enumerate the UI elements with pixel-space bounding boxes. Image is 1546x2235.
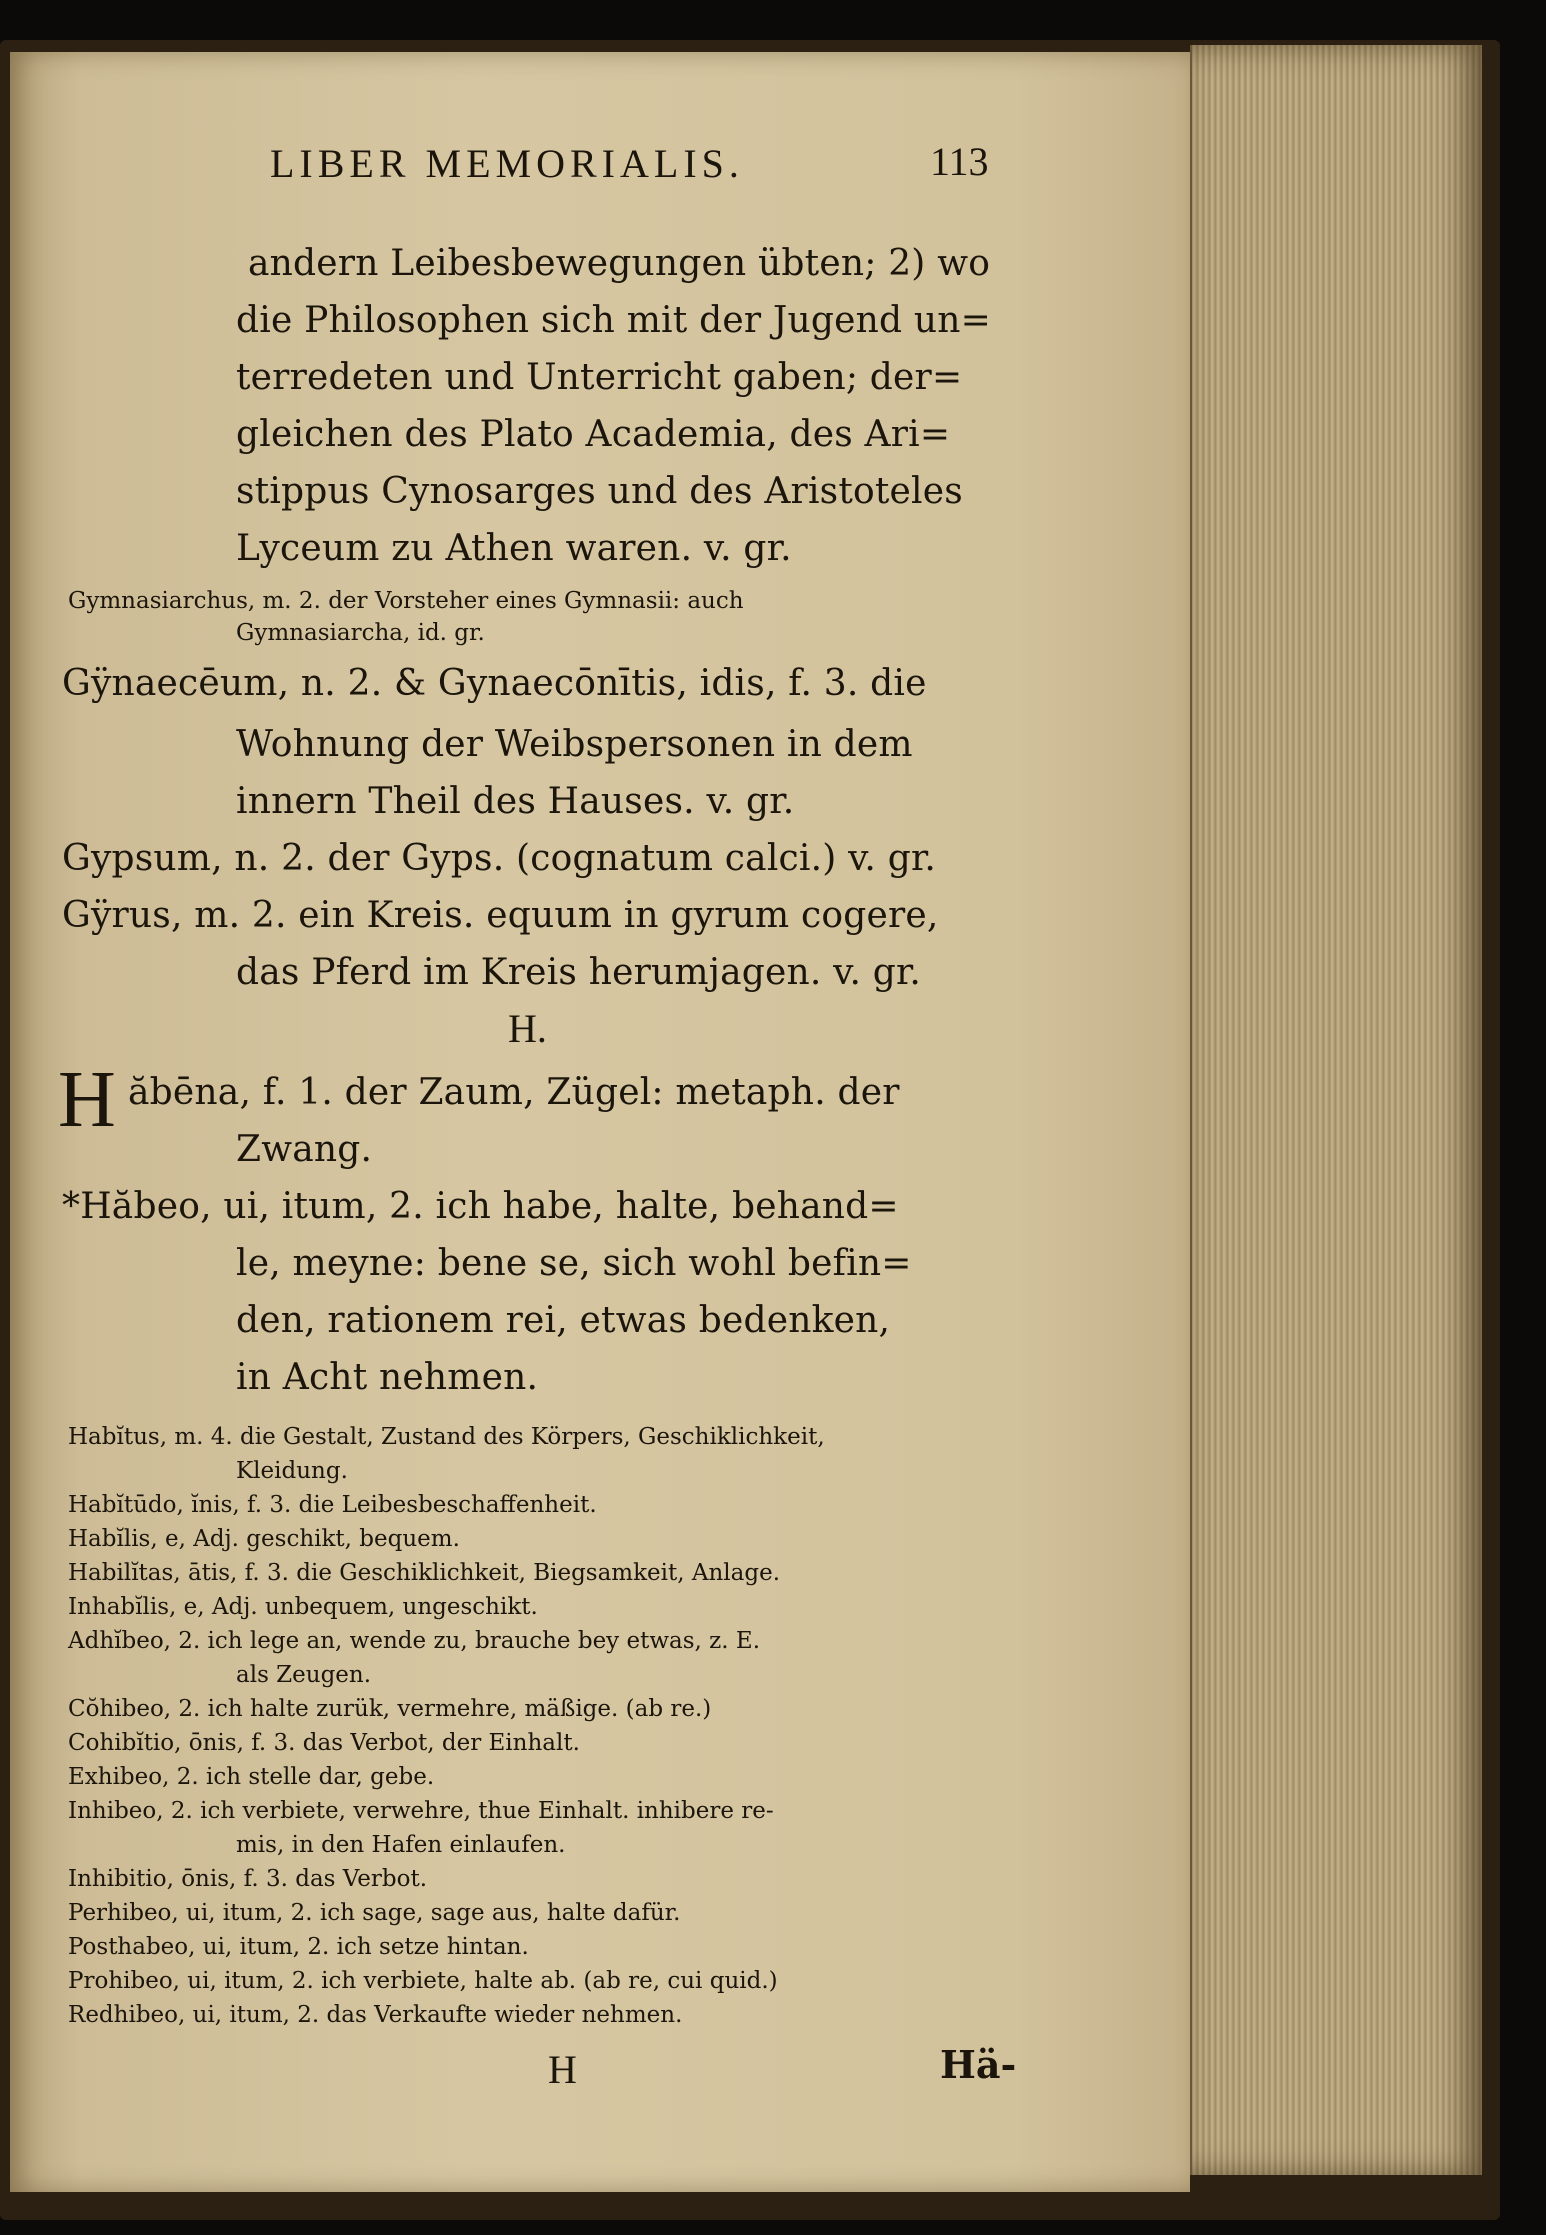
text-line: in Acht nehmen. bbox=[236, 1357, 539, 1398]
text-line: den, rationem rei, etwas bedenken, bbox=[236, 1300, 891, 1341]
text-line: die Philosophen sich mit der Jugend un= bbox=[236, 300, 992, 341]
entry-perhibeo: Perhibeo, ui, itum, 2. ich sage, sage aus, halte dafür. bbox=[68, 1900, 681, 1926]
entry-habeo: *Hăbeo, ui, itum, 2. ich habe, halte, behand= bbox=[62, 1186, 899, 1227]
entry-redhibeo: Redhibeo, ui, itum, 2. das Verkaufte wieder nehmen. bbox=[68, 2002, 683, 2028]
entry-posthabeo: Posthabeo, ui, itum, 2. ich setze hintan. bbox=[68, 1934, 529, 1960]
section-letter-h: H. bbox=[508, 1006, 547, 1051]
entry-habena: ăbēna, f. 1. der Zaum, Zügel: metaph. der bbox=[128, 1072, 900, 1113]
entry-inhabilis: Inhabĭlis, e, Adj. unbequem, ungeschikt. bbox=[68, 1594, 538, 1620]
entry-gyrus: Gÿrus, m. 2. ein Kreis. equum in gyrum cogere, bbox=[62, 895, 939, 936]
signature-mark: H bbox=[548, 2047, 577, 2092]
entry-inhibeo: Inhibeo, 2. ich verbiete, verwehre, thue Einhalt. inhibere re- bbox=[68, 1798, 774, 1824]
entry-habitudo: Habĭtūdo, ĭnis, f. 3. die Leibesbeschaffenheit. bbox=[68, 1492, 597, 1518]
drop-cap: H bbox=[58, 1056, 116, 1144]
text-line: Lyceum zu Athen waren. v. gr. bbox=[236, 528, 792, 569]
entry-gymnasiarchus-cont: Gymnasiarcha, id. gr. bbox=[236, 620, 485, 646]
text-line: Wohnung der Weibspersonen in dem bbox=[236, 724, 913, 765]
text-line: Kleidung. bbox=[236, 1458, 348, 1484]
entry-gymnasiarchus: Gymnasiarchus, m. 2. der Vorsteher eines Gymnasii: auch bbox=[68, 588, 744, 614]
running-title: LIBER MEMORIALIS. bbox=[270, 141, 744, 186]
text-line: andern Leibesbewegungen übten; 2) wo bbox=[248, 243, 991, 284]
entry-gynaeceum: Gÿnaecēum, n. 2. & Gynaecōnītis, idis, f. 3. die bbox=[62, 663, 927, 704]
entry-habilitas: Habilĭtas, ātis, f. 3. die Geschiklichkeit, Biegsamkeit, Anlage. bbox=[68, 1560, 781, 1586]
entry-cohibeo: Cŏhibeo, 2. ich halte zurük, vermehre, mäßige. (ab re.) bbox=[68, 1696, 712, 1722]
text-line: Zwang. bbox=[236, 1129, 373, 1170]
entry-gypsum: Gypsum, n. 2. der Gyps. (cognatum calci.) v. gr. bbox=[62, 838, 937, 879]
text-line: innern Theil des Hauses. v. gr. bbox=[236, 781, 795, 822]
entry-prohibeo: Prohibeo, ui, itum, 2. ich verbiete, halte ab. (ab re, cui quid.) bbox=[68, 1968, 778, 1994]
text-line: terredeten und Unterricht gaben; der= bbox=[236, 357, 963, 398]
text-line: le, meyne: bene se, sich wohl befin= bbox=[236, 1243, 912, 1284]
page-number: 113 bbox=[930, 139, 989, 184]
text-line: gleichen des Plato Academia, des Ari= bbox=[236, 414, 951, 455]
entry-exhibeo: Exhibeo, 2. ich stelle dar, gebe. bbox=[68, 1764, 435, 1790]
entry-inhibitio: Inhibitio, ōnis, f. 3. das Verbot. bbox=[68, 1866, 428, 1892]
text-line: das Pferd im Kreis herumjagen. v. gr. bbox=[236, 952, 922, 993]
text-line: stippus Cynosarges und des Aristoteles bbox=[236, 471, 963, 512]
text-line: mis, in den Hafen einlaufen. bbox=[236, 1832, 566, 1858]
entry-habilis: Habĭlis, e, Adj. geschikt, bequem. bbox=[68, 1526, 460, 1552]
entry-adhibeo: Adhĭbeo, 2. ich lege an, wende zu, brauche bey etwas, z. E. bbox=[68, 1628, 761, 1654]
text-line: als Zeugen. bbox=[236, 1662, 372, 1688]
entry-cohibitio: Cohibĭtio, ōnis, f. 3. das Verbot, der Einhalt. bbox=[68, 1730, 580, 1756]
page-edges bbox=[1190, 45, 1482, 2175]
catchword: Hä- bbox=[940, 2042, 1017, 2087]
entry-habitus: Habĭtus, m. 4. die Gestalt, Zustand des Körpers, Geschiklichkeit, bbox=[68, 1424, 825, 1450]
